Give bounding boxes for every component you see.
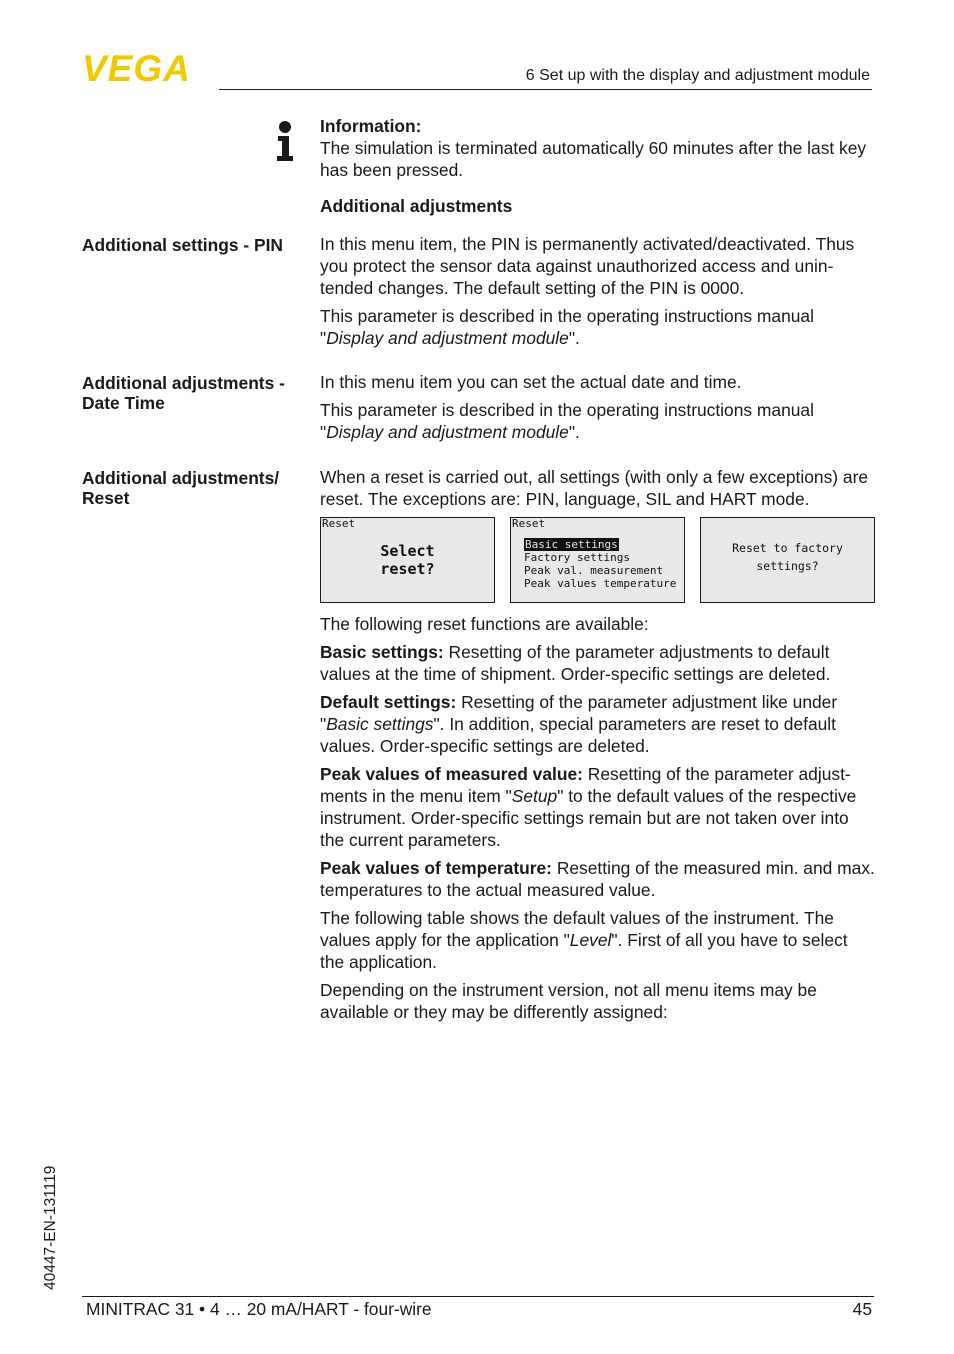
display-line-2: settings?: [756, 559, 819, 573]
footer-product: MINITRAC 31 • 4 … 20 mA/HART - four-wire: [86, 1299, 432, 1319]
date-time-p2-pre: This parameter is described in the operating instructions manual ": [320, 400, 814, 442]
display-line-2: reset?: [380, 560, 435, 578]
pin-paragraph-2: [320, 305, 876, 349]
peak-temperature-label: Peak values of temperature:: [320, 858, 552, 878]
additional-adjustments-heading: Additional adjustments: [320, 196, 513, 216]
reset-details: [320, 613, 876, 1029]
display-reset-factory: [700, 517, 875, 603]
peak-measured-label: Peak values of measured value:: [320, 764, 583, 784]
info-icon-graphic: [274, 120, 296, 162]
display-title: Reset: [322, 517, 356, 530]
date-time-paragraph-1: In this menu item you can set the actual date and time.: [320, 372, 742, 392]
menu-item-factory-settings: Factory settings: [524, 551, 630, 564]
basic-settings-text: Resetting of the parameter adjustments to default values at the time of shipment. Order-specific settings are deleted.: [320, 642, 831, 684]
basic-settings-label: Basic settings:: [320, 642, 444, 662]
side-heading-pin: Additional settings - PIN: [82, 235, 283, 255]
header-rule: [219, 89, 872, 90]
side-heading-date-time: [82, 373, 307, 413]
display-reset-menu: [510, 517, 685, 603]
information-text: The simulation is terminated automatically 60 minutes after the last key has been pressed.: [320, 138, 867, 180]
default-settings-em: Basic settings: [326, 714, 434, 734]
table-intro-text1: The following table shows the default values of the instrument. The values apply for the application ": [320, 908, 834, 950]
side-heading-reset-line1: Additional adjustments/: [82, 468, 280, 488]
side-heading-date-time-line2: Date Time: [82, 393, 165, 413]
default-settings-text1: Resetting of the parameter adjustment like under ": [320, 692, 838, 734]
menu-item-peak-measurement: Peak val. measurement: [524, 564, 664, 577]
table-intro-em: Level: [569, 930, 612, 950]
section-title: 6 Set up with the display and adjustment module: [525, 67, 870, 84]
menu-item-basic-settings: [524, 538, 676, 551]
info-icon: [274, 120, 296, 167]
date-time-p2-em: Display and adjustment module: [326, 422, 569, 442]
display-menu: [524, 538, 676, 590]
document-id: 40447-EN-131119: [42, 1165, 59, 1290]
date-time-paragraph-2: [320, 399, 876, 443]
pin-p2-pre: This parameter is described in the operating instructions manual ": [320, 306, 814, 348]
display-line-1: Select: [380, 542, 435, 560]
side-heading-reset-line2: Reset: [82, 488, 130, 508]
default-settings-text2: ". In addition, special parameters are reset to default values. Order-specific settings are deleted.: [320, 714, 836, 756]
footer-rule: [82, 1296, 874, 1297]
pin-paragraph-1: In this menu item, the PIN is permanently activated/deactivated. Thus you protect the sensor data against unauthorized access and unin-tended changes. The default setting of the PIN is 0000.: [320, 234, 855, 298]
side-heading-date-time-line1: Additional adjustments -: [82, 373, 285, 393]
information-block: [320, 115, 876, 181]
display-title: Reset: [512, 517, 546, 530]
reset-intro: When a reset is carried out, all settings (with only a few exceptions) are reset. The exceptions are: PIN, language, SIL and HART mode.: [320, 467, 869, 509]
menu-item-peak-temperature: Peak values temperature: [524, 577, 677, 590]
display-select-reset: [320, 517, 495, 603]
default-settings-label: Default settings:: [320, 692, 457, 712]
peak-temperature-paragraph: [320, 857, 876, 901]
table-intro-text2: ". First of all you have to select the application.: [320, 930, 848, 972]
menu-item-selected: Basic settings: [525, 538, 618, 551]
available-text: The following reset functions are available:: [320, 614, 649, 634]
peak-measured-text1: Resetting of the parameter adjust-ments in the menu item ": [320, 764, 851, 806]
side-heading-reset: [82, 468, 307, 508]
pin-p2-em: Display and adjustment module: [326, 328, 569, 348]
peak-measured-text2: " to the default values of the respective instrument. Order-specific settings remain but are not taken over into the current parameters.: [320, 786, 857, 850]
peak-measured-paragraph: [320, 763, 876, 851]
basic-settings-paragraph: [320, 641, 876, 685]
date-time-section: [320, 371, 876, 449]
information-title: Information:: [320, 116, 422, 136]
vega-logo: [82, 52, 212, 89]
display-line-1: Reset to factory: [732, 541, 843, 555]
peak-temperature-text: Resetting of the measured min. and max. temperatures to the actual measured value.: [320, 858, 875, 900]
peak-measured-em: Setup: [511, 786, 558, 806]
page-number: 45: [852, 1299, 872, 1319]
default-settings-paragraph: [320, 691, 876, 757]
vega-logo-graphic: [82, 52, 212, 84]
table-intro-paragraph: [320, 907, 876, 973]
pin-section: [320, 233, 876, 355]
depending-paragraph: Depending on the instrument version, not all menu items may be available or they may be differently assigned:: [320, 980, 817, 1022]
pin-p2-post: ".: [568, 328, 580, 348]
vega-logo-text: VEGA: [82, 52, 191, 84]
date-time-p2-post: ".: [568, 422, 580, 442]
